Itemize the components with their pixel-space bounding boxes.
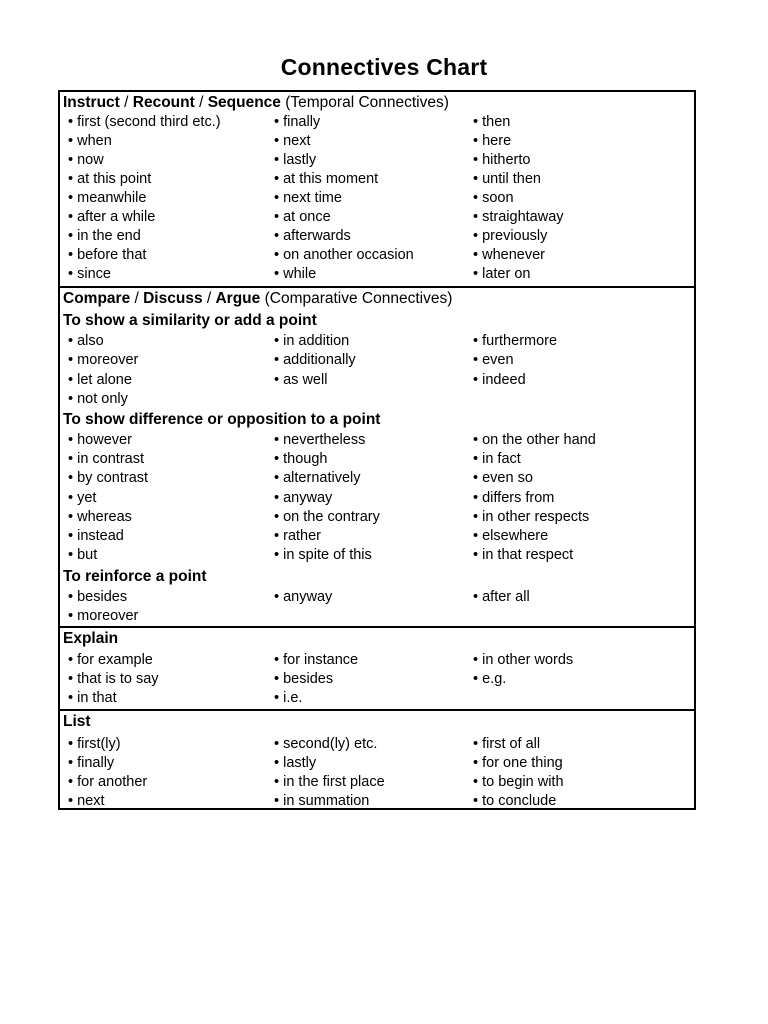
connective-item: • besides — [274, 670, 333, 689]
connective-item: • since — [68, 265, 111, 284]
connective-item: • at this point — [68, 170, 151, 189]
connectives-chart — [58, 90, 696, 810]
list-section-heading: List — [63, 713, 91, 730]
connective-item: • in the end — [68, 227, 141, 246]
connective-item: • in spite of this — [274, 546, 372, 565]
connective-item: • even so — [473, 469, 533, 488]
explain-section-heading: Explain — [63, 630, 119, 647]
connective-item: • whenever — [473, 246, 545, 265]
connective-item: • furthermore — [473, 332, 557, 351]
connective-item: • for another — [68, 773, 147, 792]
connective-item: • previously — [473, 227, 547, 246]
connective-item: • also — [68, 332, 104, 351]
connective-item: • anyway — [274, 588, 332, 607]
heading-recount: Recount — [132, 94, 195, 111]
difference-subheading: To show difference or opposition to a point — [63, 411, 381, 428]
connective-item: • but — [68, 546, 97, 565]
connective-item: • straightaway — [473, 208, 564, 227]
connective-item: • for example — [68, 651, 153, 670]
connective-item: • hitherto — [473, 151, 530, 170]
connective-item: • moreover — [68, 607, 138, 626]
connective-item: • finally — [274, 113, 320, 132]
heading-separator: / — [194, 94, 208, 111]
connective-item: • elsewhere — [473, 527, 548, 546]
connective-item: • in contrast — [68, 450, 144, 469]
connective-item: • here — [473, 132, 511, 151]
connective-item: • moreover — [68, 351, 138, 370]
connective-item: • at this moment — [274, 170, 378, 189]
heading-discuss: Discuss — [143, 290, 203, 307]
connective-item: • nevertheless — [274, 431, 365, 450]
connective-item: • whereas — [68, 508, 132, 527]
heading-argue: Argue — [215, 290, 261, 307]
connective-item: • though — [274, 450, 327, 469]
connective-item: • for one thing — [473, 754, 563, 773]
connective-item: • next time — [274, 189, 342, 208]
comparative-section-heading — [63, 290, 452, 308]
connective-item: • in that respect — [473, 546, 573, 565]
connective-item: • additionally — [274, 351, 356, 370]
connective-item: • after all — [473, 588, 530, 607]
connective-item: • first (second third etc.) — [68, 113, 221, 132]
heading-note: (Temporal Connectives) — [280, 94, 449, 111]
connective-item: • on the other hand — [473, 431, 596, 450]
connective-item: • even — [473, 351, 514, 370]
connective-item: • let alone — [68, 371, 132, 390]
connective-item: • on another occasion — [274, 246, 414, 265]
connective-item: • rather — [274, 527, 321, 546]
connective-item: • after a while — [68, 208, 155, 227]
connective-item: • next — [68, 792, 105, 811]
connective-item: • i.e. — [274, 689, 302, 708]
connective-item: • however — [68, 431, 132, 450]
connective-item: • second(ly) etc. — [274, 735, 377, 754]
heading-separator: / — [130, 290, 144, 307]
similarity-subheading: To show a similarity or add a point — [63, 312, 317, 329]
reinforce-subheading: To reinforce a point — [63, 568, 207, 585]
connective-item: • in other respects — [473, 508, 589, 527]
connective-item: • before that — [68, 246, 146, 265]
connective-item: • e.g. — [473, 670, 506, 689]
connective-item: • next — [274, 132, 311, 151]
connective-item: • at once — [274, 208, 331, 227]
connective-item: • in the first place — [274, 773, 385, 792]
connective-item: • first of all — [473, 735, 540, 754]
heading-note: (Comparative Connectives) — [260, 290, 453, 307]
connective-item: • until then — [473, 170, 541, 189]
connective-item: • while — [274, 265, 316, 284]
connective-item: • later on — [473, 265, 530, 284]
connective-item: • indeed — [473, 371, 526, 390]
connective-item: • for instance — [274, 651, 358, 670]
connective-item: • meanwhile — [68, 189, 146, 208]
connective-item: • first(ly) — [68, 735, 121, 754]
temporal-section — [60, 92, 694, 286]
connective-item: • instead — [68, 527, 124, 546]
connective-item: • when — [68, 132, 112, 151]
connective-item: • besides — [68, 588, 127, 607]
heading-separator: / — [119, 94, 133, 111]
connective-item: • afterwards — [274, 227, 351, 246]
connective-item: • lastly — [274, 754, 316, 773]
connective-item: • yet — [68, 489, 96, 508]
connective-item: • in fact — [473, 450, 521, 469]
connective-item: • alternatively — [274, 469, 360, 488]
connective-item: • in addition — [274, 332, 349, 351]
connective-item: • anyway — [274, 489, 332, 508]
connective-item: • in that — [68, 689, 117, 708]
connective-item: • that is to say — [68, 670, 159, 689]
page-title: Connectives Chart — [280, 54, 488, 80]
heading-instruct: Instruct — [63, 94, 120, 111]
comparative-section — [60, 286, 694, 628]
heading-sequence: Sequence — [207, 94, 281, 111]
connective-item: • finally — [68, 754, 114, 773]
connective-item: • now — [68, 151, 104, 170]
connective-item: • on the contrary — [274, 508, 380, 527]
connective-item: • not only — [68, 390, 128, 409]
connective-item: • then — [473, 113, 510, 132]
list-section — [60, 709, 694, 811]
connective-item: • soon — [473, 189, 514, 208]
heading-separator: / — [202, 290, 216, 307]
connective-item: • in other words — [473, 651, 573, 670]
connective-item: • to begin with — [473, 773, 564, 792]
heading-compare: Compare — [63, 290, 131, 307]
connective-item: • by contrast — [68, 469, 148, 488]
connective-item: • to conclude — [473, 792, 556, 811]
connective-item: • differs from — [473, 489, 554, 508]
connective-item: • in summation — [274, 792, 369, 811]
connective-item: • as well — [274, 371, 327, 390]
temporal-section-heading — [63, 94, 449, 112]
connective-item: • lastly — [274, 151, 316, 170]
explain-section — [60, 626, 694, 711]
